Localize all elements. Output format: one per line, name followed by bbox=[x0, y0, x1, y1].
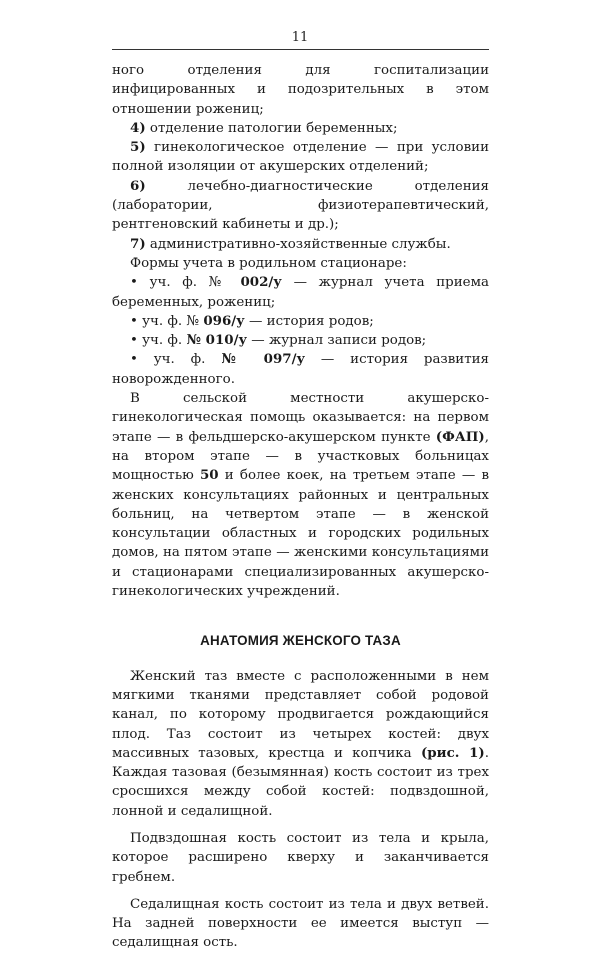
section-heading: АНАТОМИЯ ЖЕНСКОГО ТАЗА bbox=[200, 633, 401, 649]
form-text: — история родов; bbox=[244, 313, 374, 329]
form-prefix: уч. ф. № bbox=[137, 313, 204, 329]
department-text: гинекологическое отделение — при условии полной изоляции от акушерских отделений; bbox=[112, 140, 489, 175]
form-code: 002/у bbox=[240, 274, 282, 291]
bullet-icon: • bbox=[130, 275, 138, 291]
department-number: 7) bbox=[130, 235, 146, 252]
pelvis-text-1b: . Каждая тазовая (безымянная) кость состоит из трех сросшихся между собой костей: подвздошной, лонной и седалищной. bbox=[112, 745, 489, 819]
rural-text-1: В сельской местности акушерско-гинекологическая помощь оказывается: на первом этапе — в фельдшерско-акушерском пункте bbox=[112, 391, 489, 445]
bullet-icon: • bbox=[130, 333, 138, 349]
form-item-002 bbox=[112, 273, 489, 312]
form-text: — журнал учета приема беременных, рожениц; bbox=[112, 275, 489, 310]
rural-text-2: , на втором этапе — в участковых больницах мощностью bbox=[112, 429, 489, 484]
department-number: 5) bbox=[130, 139, 146, 156]
form-item-096 bbox=[112, 312, 489, 331]
pelvis-paragraph-3: Седалищная кость состоит из тела и двух ветвей. На задней поверхности ее имеется выступ — седалищная ость. bbox=[112, 896, 489, 951]
header-rule bbox=[112, 49, 489, 50]
form-code: № 010/у bbox=[186, 332, 248, 349]
pelvis-paragraph-2: Подвздошная кость состоит из тела и крыла, которое расширено кверху и заканчивается гребнем. bbox=[112, 830, 489, 885]
bullet-icon: • bbox=[130, 352, 138, 368]
department-text: административно-хозяйственные службы. bbox=[145, 236, 451, 252]
form-text: — история развития новорожденного. bbox=[112, 352, 489, 387]
form-code: 096/у bbox=[203, 312, 245, 329]
department-text: лечебно-диагностические отделения (лаборатории, физиотерапевтический, рентгеновский кабинеты и др.); bbox=[112, 178, 489, 233]
form-prefix: уч. ф. № bbox=[137, 275, 241, 291]
rural-text-3: и более коек, на третьем этапе — в женских консультациях районных и центральных больниц, на четвертом этапе — в женской консультации областных и городских родильных домов, на пятом этапе — женскими консультациями и стационарами специализированных акушерско-гинекологических учреждений. bbox=[112, 468, 489, 600]
pelvis-text-1a: Женский таз вместе с расположенными в нем мягкими тканями представляет собой родовой канал, по которому продвигается рождающийся плод. Таз состоит из четырех костей: двух массивных тазовых, крестца и копчика bbox=[112, 668, 489, 761]
pelvis-section bbox=[112, 667, 489, 953]
department-item-6 bbox=[112, 177, 489, 235]
form-prefix: уч. ф. bbox=[137, 352, 222, 368]
forms-intro: Формы учета в родильном стационаре: bbox=[130, 255, 407, 271]
bullet-icon: • bbox=[130, 313, 138, 329]
department-item-5 bbox=[112, 138, 489, 177]
department-item-4 bbox=[112, 119, 489, 138]
form-prefix: уч. ф. bbox=[137, 333, 187, 349]
department-text: отделение патологии беременных; bbox=[145, 120, 398, 136]
bed-count: 50 bbox=[199, 467, 219, 484]
page-content bbox=[112, 61, 489, 953]
page-number: 11 bbox=[291, 30, 309, 45]
figure-reference: (рис. 1) bbox=[420, 744, 485, 761]
department-item-7 bbox=[112, 235, 489, 254]
department-number: 6) bbox=[130, 177, 146, 194]
form-item-010 bbox=[112, 331, 489, 350]
department-number: 4) bbox=[130, 119, 146, 136]
fap-abbreviation: (ФАП) bbox=[435, 428, 485, 445]
rural-care-paragraph bbox=[112, 389, 489, 601]
form-text: — журнал записи родов; bbox=[247, 333, 427, 349]
continuation-paragraph: ного отделения для госпитализации инфицированных и подозрительных в этом отношении рожениц; bbox=[112, 63, 489, 117]
pelvis-paragraph-1 bbox=[112, 667, 489, 821]
form-item-097 bbox=[112, 350, 489, 389]
form-code: № 097/у bbox=[221, 351, 306, 368]
